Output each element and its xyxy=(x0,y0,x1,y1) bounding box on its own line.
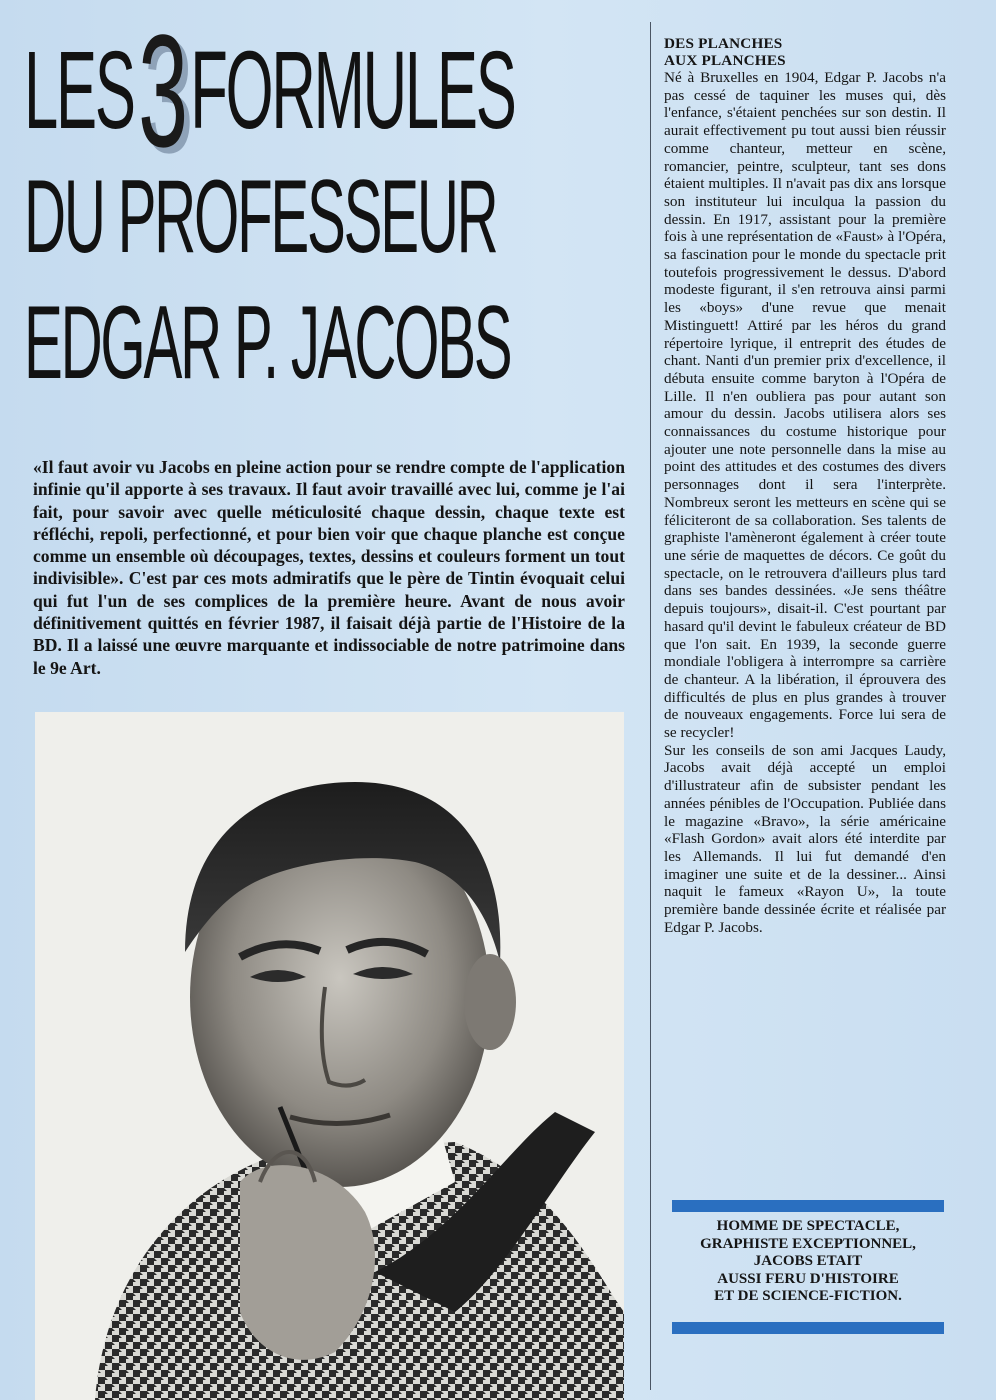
column-paragraph-2: Sur les conseils de son ami Jacques Laudy, Jacobs avait déjà accepté un emploi d'illustrateur afin de subsister pendant les années pénibles de l'Occupation. Publiée dans le magazine «Bravo», la série américaine «Flash Gordon» avait alors été interdite par les Allemands. Il lui fut demandé d'en imaginer une suite et de la dessiner... Ainsi naquit le fameux «Rayon U», la toute première bande dessinée écrite et réalisée par Edgar P. Jacobs. xyxy=(664,741,946,936)
callout-line-1: HOMME DE SPECTACLE, xyxy=(716,1218,900,1234)
callout-line-5: ET DE SCIENCE-FICTION. xyxy=(714,1288,902,1305)
title-line-2: DU PROFESSEUR xyxy=(24,159,497,275)
sidebar-column xyxy=(664,35,946,936)
article-title xyxy=(24,1,644,406)
column-divider xyxy=(650,22,651,1390)
column-heading-line-1: DES PLANCHES xyxy=(664,35,783,52)
title-number-3: 3 xyxy=(138,1,186,180)
callout-line-4: AUSSI FERU D'HISTOIRE xyxy=(717,1270,899,1287)
column-heading-line-2: AUX PLANCHES xyxy=(664,52,786,69)
title-line-3: EDGAR P. JACOBS xyxy=(24,285,511,401)
column-paragraph-1: Né à Bruxelles en 1904, Edgar P. Jacobs n'a pas cessé de taquiner les muses qui, dès l'enfance, s'étaient penchées sur son destin. Il aurait effectivement pu tout aussi bien réussir comme chanteur, metteur en scène, romancier, peintre, sculpteur, tant ses dons étaient multiples. Il n'avait pas dix ans lorsque son instituteur lui inculqua la passion du dessin. En 1917, assistant pour la première fois à une représentation de «Faust» à l'Opéra, sa fascination pour le monde du spectacle prit toutefois progressivement le dessus. D'abord modeste figurant, il s'en retrouva ainsi parmi les «boys» d'une revue que menait Mistinguett! Attiré par les héros du grand répertoire lyrique, il entreprit des études de chant. Nanti d'un premier prix d'excellence, il débuta ensuite comme baryton à l'Opéra de Lille. Il n'en oubliera pas pour autant son amour du dessin. Jacobs utilisera alors ses connaissances du costume historique pour ajouter une note personnelle dans la mise au point des attitudes et des costumes des divers personnages dont il sera l'interprète. Nombreux seront les metteurs en scène qui se féliciteront de sa collaboration. Ses talents de graphiste l'amèneront également à créer toute une série de maquettes de décors. Ce goût du spectacle, on le retrouvera d'ailleurs plus tard dans ses bandes dessinées. «Je sens théâtre depuis toujours», disait-il. C'est pourtant par hasard qu'il devint le fabuleux créateur de BD que l'on sait. En 1939, la seconde guerre mondiale l'obligera à interrompre sa carrière de chanteur. A la libération, il éprouvera des difficultés de plus en plus grandes à trouver de nouveaux engagements. Force lui sera de se recycler! xyxy=(664,69,946,742)
title-word-les: LES xyxy=(24,29,134,152)
callout-bar-bottom xyxy=(672,1322,944,1334)
callout-text xyxy=(672,1218,944,1306)
intro-paragraph: «Il faut avoir vu Jacobs en pleine action pour se rendre compte de l'application infinie qu'il apporte à ses travaux. Il faut avoir travaillé avec lui, comme je l'ai fait, pour savoir avec quelle méticulosité chaque dessin, chaque texte est réfléchi, repoli, perfectionné, et pour bien voir que chaque planche est conçue comme un ensemble où découpages, textes, dessins et couleurs forment un tout indivisible». C'est par ces mots admiratifs que le père de Tintin évoquait celui qui fut l'un de ses complices de la première heure. Avant de nous avoir définitivement quittés en février 1987, il faisait déjà partie de l'Histoire de la BD. Il a laissé une œuvre marquante et indissociable de notre patrimoine dans le 9e Art. xyxy=(33,457,625,678)
callout-line-3: JACOBS ETAIT xyxy=(753,1253,863,1270)
column-heading xyxy=(664,35,946,69)
callout-line-2: GRAPHISTE EXCEPTIONNEL, xyxy=(700,1235,916,1252)
callout-bar-top xyxy=(672,1200,944,1212)
title-line-1 xyxy=(24,1,515,180)
portrait-photo xyxy=(35,712,624,1400)
title-word-formules: FORMULES xyxy=(190,29,515,152)
